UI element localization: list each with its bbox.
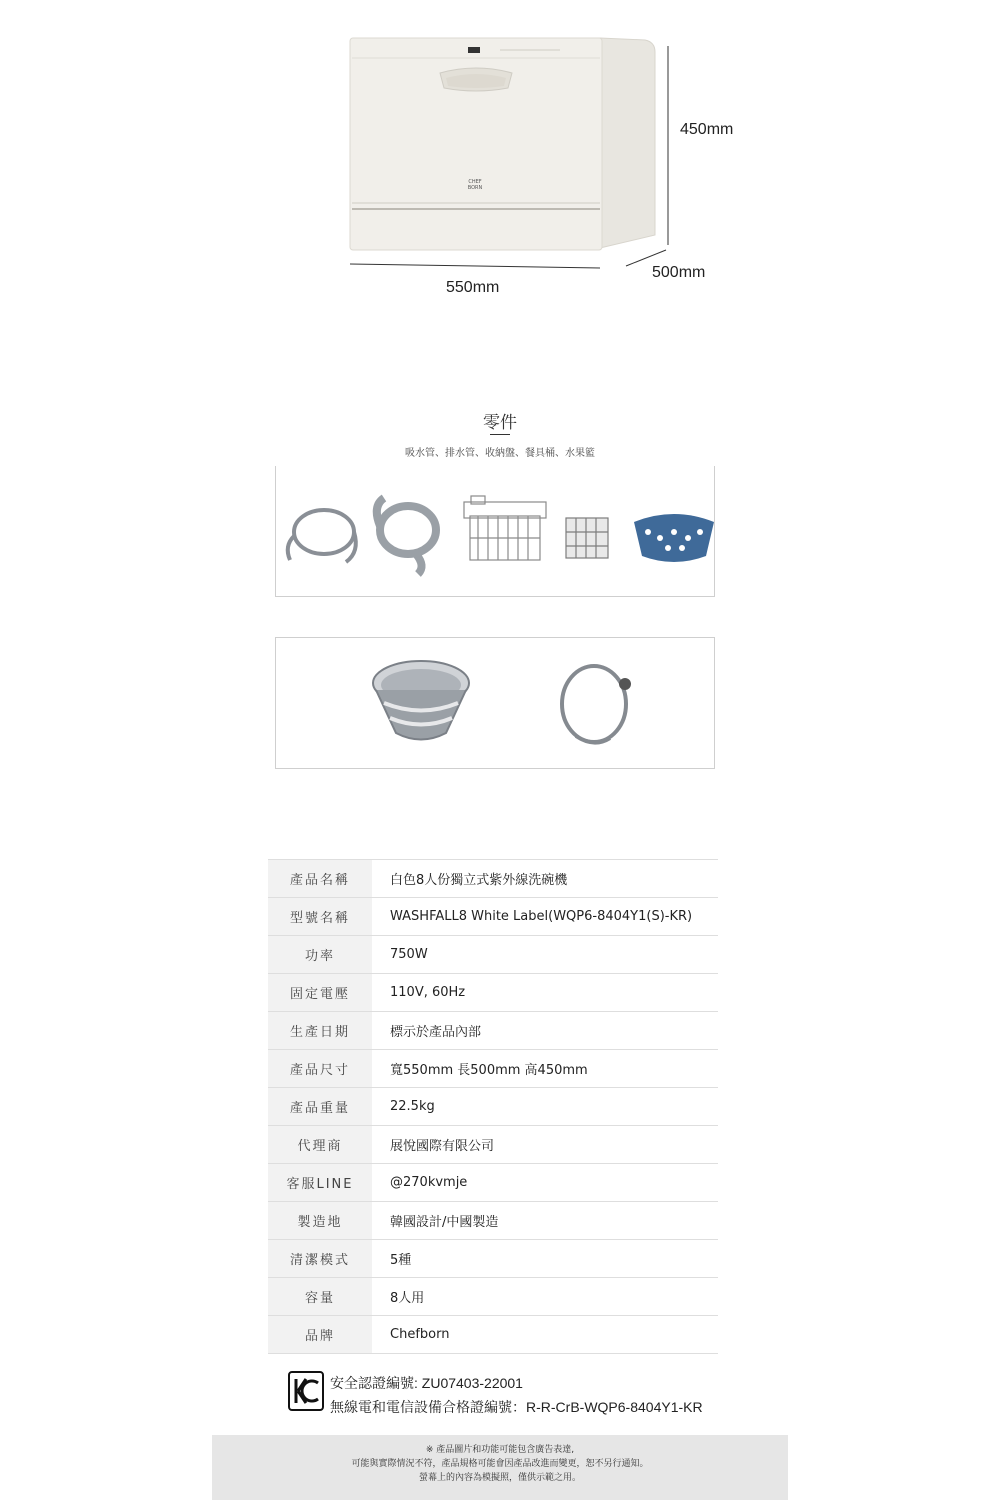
spec-row [268, 1240, 718, 1278]
dish-rack-icon [464, 496, 546, 560]
spec-row [268, 1202, 718, 1240]
spec-row [268, 860, 718, 898]
depth-dimension-label: 500mm [652, 264, 706, 281]
disclaimer-line: ※ 產品圖片和功能可能包含廣告表達, [425, 1445, 575, 1455]
spec-label: 型號名稱 [268, 898, 372, 936]
spec-label: 功率 [268, 936, 372, 974]
spec-value: 展悅國際有限公司 [390, 1139, 495, 1154]
water-hose-with-valve-icon [562, 666, 631, 743]
title-underline [490, 434, 510, 435]
spec-row [268, 1088, 718, 1126]
spec-label: 產品尺寸 [268, 1050, 372, 1088]
spec-row [268, 898, 718, 936]
spec-row [268, 974, 718, 1012]
spec-label: 產品重量 [268, 1088, 372, 1126]
spec-row [268, 1012, 718, 1050]
spec-value: 白色8人份獨立式紫外線洗碗機 [390, 873, 568, 888]
product-dimension-figure [0, 0, 1000, 330]
width-dimension-label: 550mm [446, 279, 500, 296]
spec-label: 產品名稱 [268, 860, 372, 898]
spec-value: 5種 [390, 1253, 412, 1268]
disclaimer-line: 螢幕上的內容為模擬照，僅供示範之用。 [418, 1473, 581, 1483]
spec-label: 製造地 [268, 1202, 372, 1240]
spec-value: WASHFALL8 White Label(WQP6-8404Y1(S)-KR) [390, 909, 693, 924]
disclaimer-box [212, 1435, 788, 1500]
spec-label: 生產日期 [268, 1012, 372, 1050]
spec-value: 寬550mm 長500mm 高450mm [390, 1063, 588, 1078]
parts-box-extras [275, 637, 715, 769]
spec-value: 韓國設計/中國製造 [390, 1215, 499, 1230]
spec-label: 清潔模式 [268, 1240, 372, 1278]
cutlery-basket-icon [566, 518, 608, 558]
spec-value: 110V, 60Hz [390, 985, 466, 1000]
spec-label: 容量 [268, 1278, 372, 1316]
brand-mark: CHEF BORN [467, 179, 483, 191]
spec-label: 客服LINE [268, 1164, 372, 1202]
spec-label: 代理商 [268, 1126, 372, 1164]
spec-label: 品牌 [268, 1316, 372, 1354]
spec-value: Chefborn [390, 1327, 450, 1342]
parts-box-accessories [275, 466, 715, 597]
spec-value: @270kvmje [390, 1175, 468, 1190]
kc-certification-logo-icon [288, 1371, 324, 1411]
inlet-hose-icon [288, 510, 356, 562]
spec-value: 標示於產品內部 [390, 1025, 482, 1040]
collapsible-bucket-icon [373, 661, 469, 740]
spec-row [268, 1050, 718, 1088]
spec-row [268, 1164, 718, 1202]
spec-value: 8人用 [390, 1291, 425, 1306]
radio-certification-number: 無線電和電信設備合格證編號：R-R-CrB-WQP6-8404Y1-KR [330, 1399, 703, 1415]
spec-row [268, 1126, 718, 1164]
spec-label: 固定電壓 [268, 974, 372, 1012]
parts-title: 零件 [483, 413, 517, 433]
spec-value: 750W [390, 947, 428, 962]
parts-list-text: 吸水管、排水管、收納盤、餐具桶、水果籃 [405, 448, 595, 459]
safety-certification-number: 安全認證編號: ZU07403-22001 [330, 1375, 523, 1391]
fruit-basket-icon [634, 514, 714, 562]
spec-table [268, 859, 718, 1354]
height-dimension-label: 450mm [680, 121, 734, 138]
spec-row [268, 1316, 718, 1354]
spec-value: 22.5kg [390, 1099, 435, 1114]
spec-row [268, 936, 718, 974]
disclaimer-line: 可能與實際情況不符，產品規格可能會因產品改進而變更，恕不另行通知。 [351, 1459, 649, 1469]
spec-row [268, 1278, 718, 1316]
dishwasher-illustration [0, 0, 1000, 330]
drain-hose-icon [377, 498, 436, 574]
